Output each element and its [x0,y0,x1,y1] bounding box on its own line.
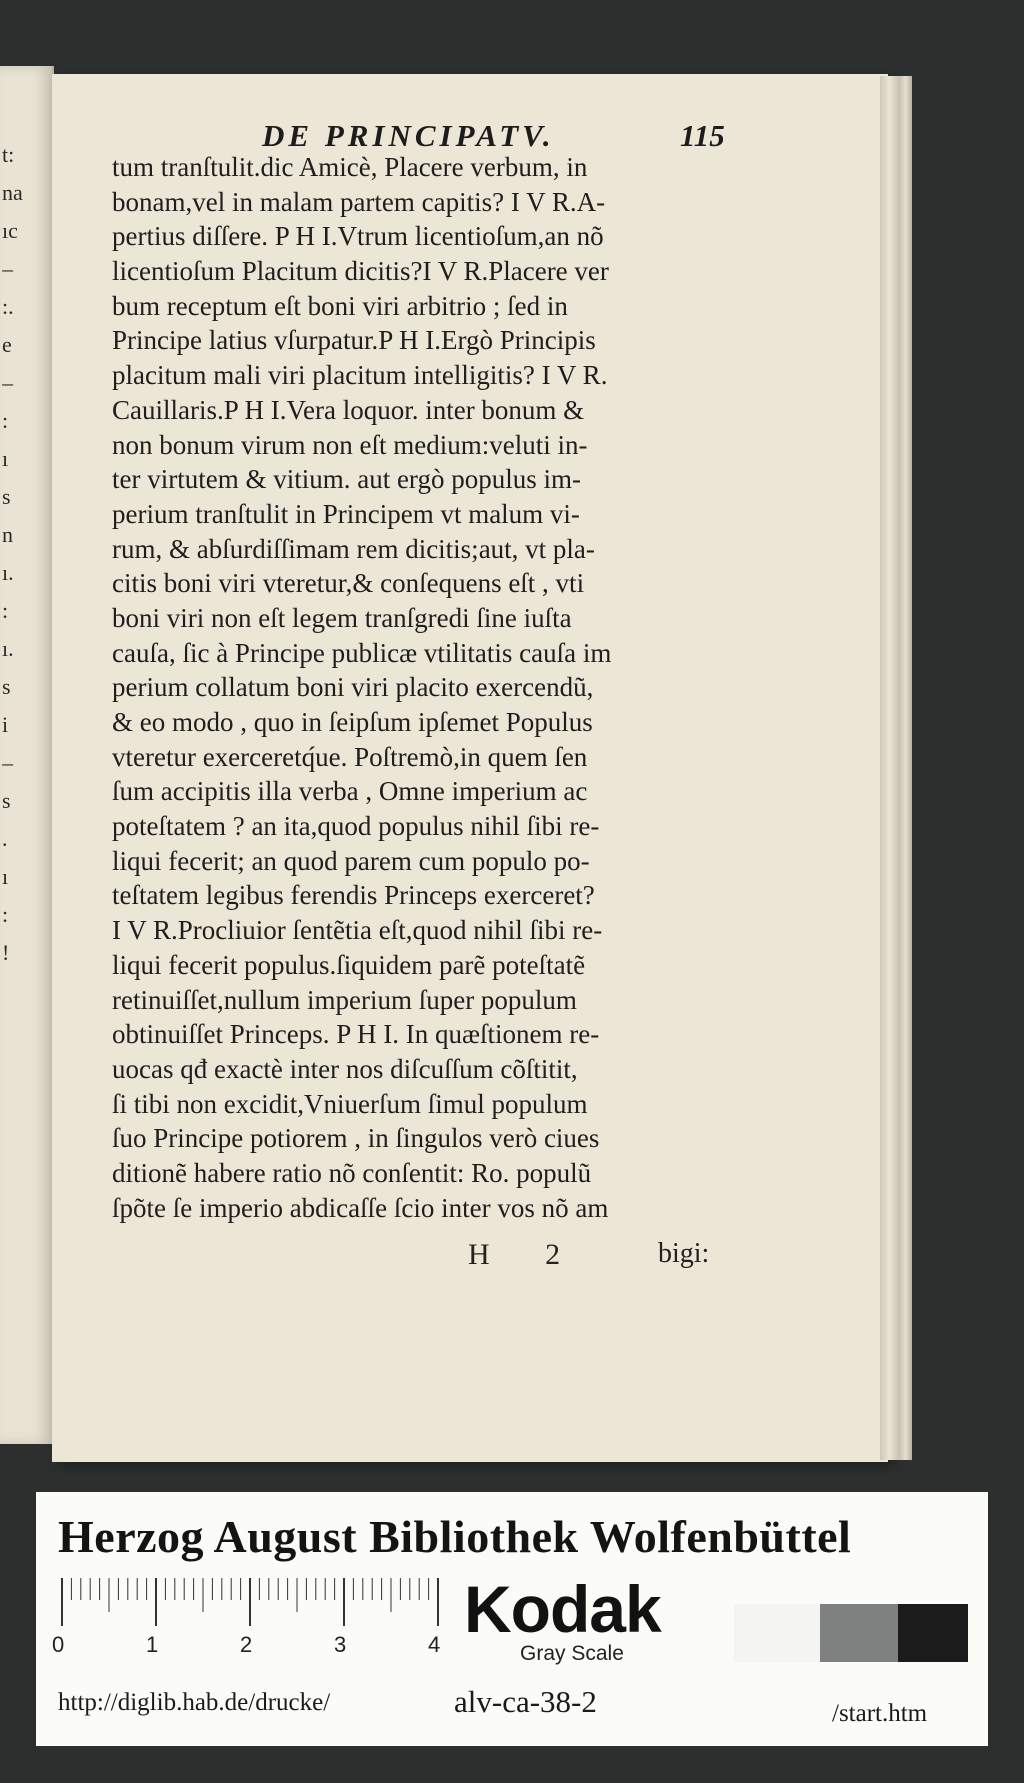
text-line: cauſa, ſic à Principe publicæ vtilitatis cauſa im [112,637,612,668]
text-line: licentioſum Placitum dicitis?I V R.Placere ver [112,256,609,287]
url-suffix: /start.htm [832,1700,928,1727]
text-line: retinuiſſet,nullum imperium ſuper populum [112,984,577,1015]
gray-swatches [734,1604,944,1662]
text-line: teſtatem legibus ferendis Princeps exerceret? [112,880,595,911]
gray-scale-label: Gray Scale [520,1642,624,1665]
main-text [112,150,732,1225]
text-line: Principe latius vſurpatur.P H I.Ergò Principis [112,325,596,356]
text-line: ditionẽ habere ratio nõ conſentit: Ro. populũ [112,1157,592,1188]
ruler-digit: 3 [334,1632,347,1657]
library-title: Herzog August Bibliothek Wolfenbüttel [58,1511,852,1562]
left-page-edge-text: t: na ıc – :. e – : ı s n ı. : ı. s i – s . ı : ! [2,142,23,965]
text-line: ter virtutem & vitium. aut ergò populus im- [112,464,581,495]
text-line: bum receptum eſt boni viri arbitrio ; ſed in [112,290,568,321]
ruler-scale [56,1576,476,1626]
kodak-logo: Kodak [464,1572,661,1646]
color-calibration-bar [36,1492,988,1746]
text-line: pertius diſſere. P H I.Vtrum licentioſum,an nõ [112,221,604,252]
text-line: non bonum virum non eſt medium:veluti in- [112,429,588,460]
running-head: DE PRINCIPATV. [262,118,555,153]
text-line: rum, & abſurdiſſimam rem dicitis;aut, vt pla- [112,533,595,564]
text-line: uocas qđ exactè inter nos diſcuſſum cõſtitit, [112,1053,578,1084]
text-line: I V R.Procliuior ſentẽtia eſt,quod nihil ſibi re- [112,915,603,946]
text-line: obtinuiſſet Princeps. P H I. In quæſtionem re- [112,1019,600,1050]
text-line: perium collatum boni viri placito exercendũ, [112,672,594,703]
text-line: boni viri non eſt legem tranſgredi ſine iuſta [112,602,572,633]
text-line: citis boni viri vteretur,& conſequens eſt , vti [112,568,585,599]
text-line: vteretur exerceretq́ue. Poſtremò,in quem ſen [112,741,588,772]
left-page-edge [0,66,54,1444]
text-line: placitum mali viri placitum intelligitis? I V R. [112,360,608,391]
text-line: poteſtatem ? an ita,quod populus nihil ſibi re- [112,811,600,842]
text-line: perium tranſtulit in Principem vt malum vi- [112,498,580,529]
shelfmark: alv-ca-38-2 [454,1684,597,1719]
ruler-digit: 1 [146,1632,159,1657]
catchword: bigi: [658,1238,710,1269]
text-line: ſi tibi non excidit,Vniuerſum ſimul populum [112,1088,588,1119]
page-edges [880,76,912,1460]
gray-swatch [898,1604,968,1662]
text-line: liqui fecerit; an quod parem cum populo po- [112,845,590,876]
text-line: tum tranſtulit.dic Amicè, Placere verbum, in [112,152,588,182]
text-line: liqui fecerit populus.ſiquidem parẽ poteſtatẽ [112,949,586,980]
ruler-digit: 4 [428,1632,441,1657]
gray-swatch [734,1604,820,1662]
text-line: ſum accipitis illa verba , Omne imperium ac [112,776,588,807]
ruler-digit: 2 [240,1632,253,1657]
text-line: ſpõte ſe imperio abdicaſſe ſcio inter vos nõ am [112,1192,609,1223]
text-line: & eo modo , quo in ſeipſum ipſemet Populus [112,707,593,737]
page-number: 115 [680,118,725,153]
text-line: bonam,vel in malam partem capitis? I V R.A- [112,186,606,217]
signature-mark: H 2 [468,1238,585,1271]
gray-swatch [820,1604,898,1662]
url-prefix: http://diglib.hab.de/drucke/ [58,1689,331,1716]
text-line: Cauillaris.P H I.Vera loquor. inter bonum & [112,394,585,425]
text-line: ſuo Principe potiorem , in ſingulos verò ciues [112,1123,600,1154]
ruler-digit: 0 [52,1632,65,1657]
